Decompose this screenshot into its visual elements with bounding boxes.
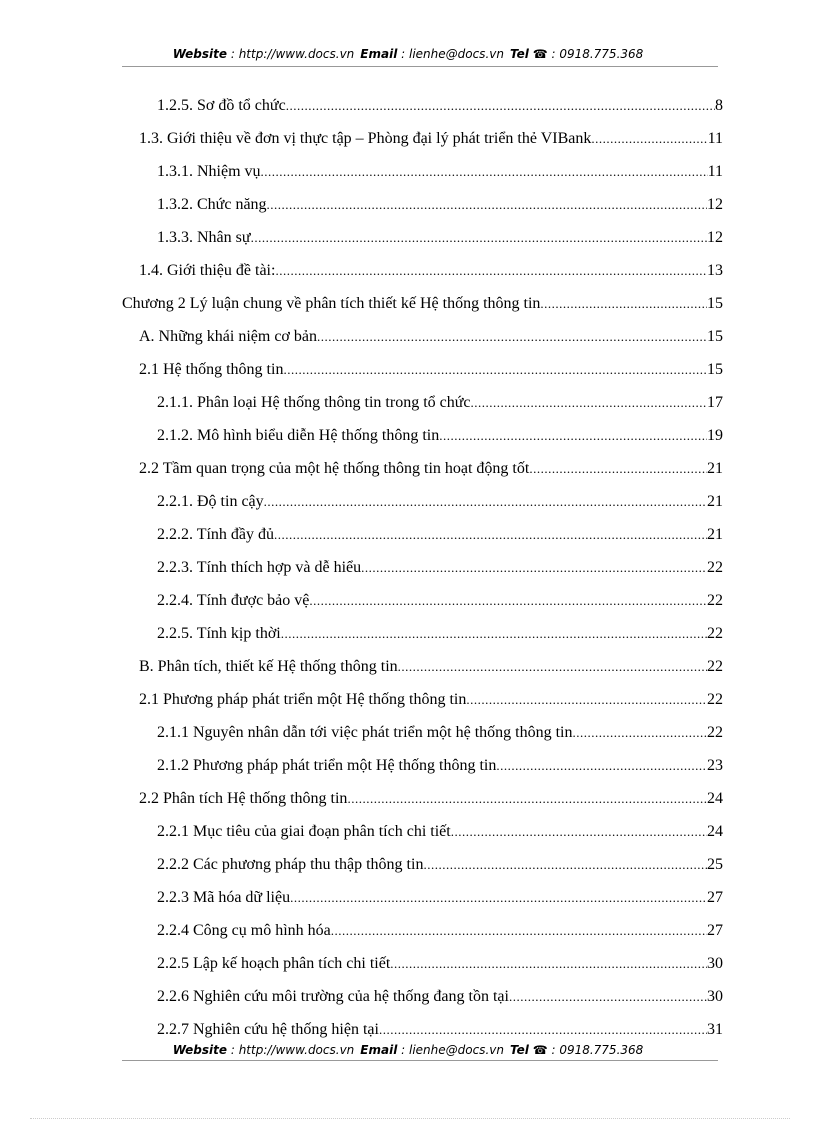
toc-leader-dots (361, 557, 707, 579)
toc-leader-dots (398, 656, 707, 678)
toc-entry-title: 2.1.2 Phương pháp phát triển một Hệ thống thông tin (157, 757, 497, 774)
toc-entry-page: 15 (707, 295, 723, 312)
toc-entry-page: 30 (707, 988, 723, 1005)
toc-leader-dots (540, 293, 707, 315)
toc-leader-dots (496, 755, 707, 777)
toc-entry-title: 2.2 Phân tích Hệ thống thông tin (139, 790, 348, 807)
toc-leader-dots (573, 722, 708, 744)
toc-entry[interactable] (157, 194, 723, 216)
toc-entry-page: 13 (707, 262, 723, 279)
toc-entry[interactable] (139, 656, 723, 678)
toc-entry-page: 11 (707, 130, 723, 147)
toc-entry-page: 21 (707, 526, 723, 543)
toc-entry-page: 22 (707, 658, 723, 675)
toc-leader-dots (267, 194, 707, 216)
toc-leader-dots (251, 227, 707, 249)
toc-entry-page: 12 (707, 229, 723, 246)
toc-entry[interactable] (157, 821, 723, 843)
toc-entry[interactable] (157, 887, 723, 909)
toc-entry-title: 2.2.3. Tính thích hợp và dễ hiểu (157, 559, 362, 576)
toc-entry-title: 2.1.2. Mô hình biểu diễn Hệ thống thông tin (157, 427, 440, 444)
toc-entry[interactable] (139, 788, 723, 810)
toc-leader-dots (275, 260, 707, 282)
toc-entry-page: 19 (707, 427, 723, 444)
toc-entry-title: B. Phân tích, thiết kế Hệ thống thông tin (139, 658, 398, 675)
toc-leader-dots (290, 887, 707, 909)
toc-entry[interactable] (157, 854, 723, 876)
toc-entry-page: 22 (707, 625, 723, 642)
toc-entry-title: 2.1.1 Nguyên nhân dẫn tới việc phát triển một hệ thống thông tin (157, 724, 573, 741)
toc-entry[interactable] (139, 260, 723, 282)
toc-entry-page: 24 (707, 790, 723, 807)
toc-entry-page: 22 (707, 724, 723, 741)
toc-entry-title: 1.3.3. Nhân sự (157, 229, 251, 246)
toc-entry[interactable] (157, 227, 723, 249)
toc-entry[interactable] (157, 491, 723, 513)
toc-entry-page: 15 (707, 361, 723, 378)
toc-entry-page: 22 (707, 691, 723, 708)
toc-entry[interactable] (157, 425, 723, 447)
header-divider (122, 66, 718, 67)
footer-email-value: : lienhe@docs.vn (397, 1043, 504, 1057)
toc-entry-title: 1.4. Giới thiệu đề tài: (139, 262, 276, 279)
toc-entry-title: 2.2.4. Tính được bảo vệ (157, 592, 310, 609)
page-header (0, 47, 816, 61)
toc-entry[interactable] (139, 128, 723, 150)
toc-entry-title: 2.2.1 Mục tiêu của giai đoạn phân tích chi tiết (157, 823, 451, 840)
toc-entry-title: Chương 2 Lý luận chung về phân tích thiết kế Hệ thống thông tin (122, 295, 541, 312)
toc-entry-page: 15 (707, 328, 723, 345)
toc-entry-page: 11 (707, 163, 723, 180)
toc-leader-dots (390, 953, 707, 975)
footer-website-value: : http://www.docs.vn (227, 1043, 355, 1057)
toc-entry-page: 22 (707, 559, 723, 576)
toc-leader-dots (286, 95, 715, 117)
footer-email-label: Email (360, 1043, 398, 1057)
toc-entry[interactable] (122, 293, 723, 315)
toc-leader-dots (379, 1019, 707, 1041)
toc-entry[interactable] (157, 524, 723, 546)
toc-entry[interactable] (139, 458, 723, 480)
toc-leader-dots (264, 491, 707, 513)
toc-entry[interactable] (157, 986, 723, 1008)
toc-entry-title: 2.2.6 Nghiên cứu môi trường của hệ thống đang tồn tại (157, 988, 509, 1005)
toc-entry-page: 23 (707, 757, 723, 774)
toc-leader-dots (529, 458, 707, 480)
toc-entry-title: 2.1 Hệ thống thông tin (139, 361, 284, 378)
header-website-value: : http://www.docs.vn (227, 47, 355, 61)
phone-icon: ☎ (532, 1043, 548, 1057)
toc-entry-title: 2.2.5 Lập kế hoạch phân tích chi tiết (157, 955, 391, 972)
toc-entry[interactable] (157, 623, 723, 645)
toc-entry[interactable] (157, 1019, 723, 1041)
toc-entry[interactable] (157, 161, 723, 183)
toc-leader-dots (347, 788, 707, 810)
toc-entry[interactable] (157, 95, 723, 117)
toc-entry-title: 2.2 Tầm quan trọng của một hệ thống thông tin hoạt động tốt (139, 460, 530, 477)
toc-entry-title: 2.2.4 Công cụ mô hình hóa (157, 922, 331, 939)
toc-entry[interactable] (157, 392, 723, 414)
toc-leader-dots (471, 392, 707, 414)
toc-entry-page: 31 (707, 1021, 723, 1038)
page-bottom-border (30, 1118, 790, 1119)
footer-tel-label: Tel (509, 1043, 529, 1057)
toc-entry-page: 30 (707, 955, 723, 972)
toc-entry[interactable] (157, 590, 723, 612)
toc-leader-dots (439, 425, 707, 447)
toc-leader-dots (423, 854, 707, 876)
toc-entry-page: 25 (707, 856, 723, 873)
toc-entry-title: 1.2.5. Sơ đồ tổ chức (157, 97, 286, 114)
toc-leader-dots (331, 920, 707, 942)
toc-entry-title: 2.2.2 Các phương pháp thu thập thông tin (157, 856, 424, 873)
toc-entry-page: 12 (707, 196, 723, 213)
toc-entry[interactable] (157, 920, 723, 942)
toc-entry-title: A. Những khái niệm cơ bản (139, 328, 317, 345)
toc-entry-page: 27 (707, 922, 723, 939)
toc-entry-page: 27 (707, 889, 723, 906)
toc-leader-dots (317, 326, 707, 348)
toc-entry-title: 1.3.1. Nhiệm vụ (157, 163, 261, 180)
header-email-value: : lienhe@docs.vn (397, 47, 504, 61)
toc-entry-page: 21 (707, 493, 723, 510)
toc-entry-title: 2.2.7 Nghiên cứu hệ thống hiện tại (157, 1021, 379, 1038)
toc-entry-title: 1.3. Giới thiệu về đơn vị thực tập – Phòng đại lý phát triển thẻ VIBank (139, 130, 592, 147)
toc-leader-dots (274, 524, 707, 546)
toc-entry-page: 24 (707, 823, 723, 840)
toc-entry[interactable] (139, 359, 723, 381)
header-tel-label: Tel (509, 47, 529, 61)
toc-entry-page: 21 (707, 460, 723, 477)
footer-website-label: Website (172, 1043, 228, 1057)
toc-leader-dots (466, 689, 707, 711)
toc-leader-dots (281, 623, 707, 645)
header-website-label: Website (172, 47, 228, 61)
toc-entry-title: 2.2.1. Độ tin cậy (157, 493, 264, 510)
toc-entry-title: 1.3.2. Chức năng (157, 196, 267, 213)
toc-leader-dots (451, 821, 707, 843)
phone-icon: ☎ (532, 47, 548, 61)
toc-entry-title: 2.1.1. Phân loại Hệ thống thông tin trong tổ chức (157, 394, 471, 411)
toc-entry-page: 22 (707, 592, 723, 609)
footer-divider (122, 1060, 718, 1061)
footer-tel-value: : 0918.775.368 (547, 1043, 644, 1057)
header-email-label: Email (360, 47, 398, 61)
toc-entry[interactable] (157, 755, 723, 777)
toc-entry[interactable] (157, 722, 723, 744)
toc-entry-title: 2.2.3 Mã hóa dữ liệu (157, 889, 291, 906)
toc-leader-dots (591, 128, 707, 150)
toc-entry-page: 8 (715, 97, 723, 114)
toc-entry[interactable] (139, 326, 723, 348)
toc-entry-page: 17 (707, 394, 723, 411)
toc-entry-title: 2.2.2. Tính đầy đủ (157, 526, 275, 543)
toc-entry[interactable] (157, 557, 723, 579)
toc-entry-title: 2.1 Phương pháp phát triển một Hệ thống thông tin (139, 691, 467, 708)
toc-leader-dots (283, 359, 707, 381)
toc-leader-dots (509, 986, 707, 1008)
toc-entry[interactable] (139, 689, 723, 711)
toc-leader-dots (309, 590, 707, 612)
toc-entry-title: 2.2.5. Tính kịp thời (157, 625, 281, 642)
toc-leader-dots (261, 161, 708, 183)
page-footer (0, 1043, 816, 1057)
toc-entry[interactable] (157, 953, 723, 975)
header-tel-value: : 0918.775.368 (547, 47, 644, 61)
